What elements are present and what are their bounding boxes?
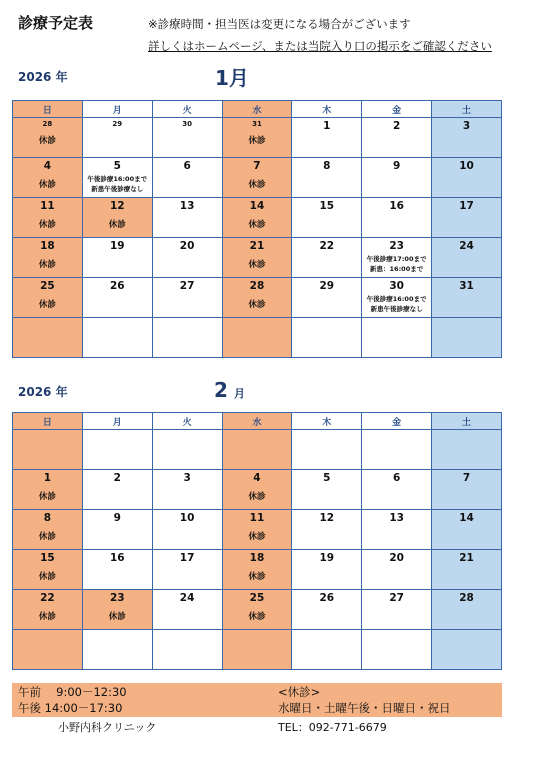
schedule-note: 新患午後診療なし [91,185,144,193]
calendar-day-cell [13,470,83,510]
day-number: 17 [459,200,474,212]
calendar-day-cell [152,198,222,238]
closed-label: 休診 [248,260,266,270]
day-number: 7 [462,472,471,484]
day-number: 19 [319,552,335,564]
closed-title: <休診> [278,685,321,699]
calendar-day-cell [82,118,152,158]
day-number: 9 [392,160,401,172]
calendar-day-cell [292,318,362,358]
day-number: 6 [392,472,401,484]
closed-label: 休診 [38,492,56,502]
day-number: 21 [249,240,265,252]
day-number: 22 [40,592,55,604]
day-number: 12 [109,200,125,212]
calendar-day-cell [82,590,152,630]
weekday-header: 木 [292,413,362,430]
calendar-day-cell [432,590,502,630]
calendar-day-cell [82,278,152,318]
calendar-week-row [13,510,502,550]
calendar-day-cell [292,470,362,510]
weekday-header: 月 [82,101,152,118]
day-number: 18 [40,240,55,252]
calendar-day-cell [362,278,432,318]
closed-days: 水曜日・土曜午後・日曜日・祝日 [278,701,451,715]
weekday-header: 木 [292,101,362,118]
calendar-day-cell [222,318,292,358]
calendar-day-cell [222,238,292,278]
day-number: 28 [249,280,265,292]
day-number: 31 [459,280,474,292]
calendar-day-cell [222,158,292,198]
calendar-day-cell [432,430,502,470]
calendar-day-cell [152,238,222,278]
schedule-note: 午後診療16:00まで [87,175,148,183]
day-number: 15 [319,200,335,212]
day-number: 15 [40,552,55,564]
day-number: 19 [109,240,125,252]
jan-year-label: 2026 年 [18,70,68,84]
calendar-day-cell [82,510,152,550]
calendar-day-cell [292,238,362,278]
day-number: 2 [113,472,121,484]
day-number: 16 [109,552,125,564]
calendar-day-cell [82,318,152,358]
calendar-day-cell [292,430,362,470]
closed-label: 休診 [248,180,266,190]
day-number: 10 [179,512,195,524]
closed-label: 休診 [248,220,266,230]
calendar-day-cell [222,510,292,550]
schedule-note: 新患午後診療なし [370,305,423,313]
calendar-day-cell [152,590,222,630]
day-number: 1 [43,472,52,484]
calendar-day-cell [152,550,222,590]
calendar-day-cell [432,470,502,510]
calendar-day-cell [13,238,83,278]
calendar-day-cell [13,198,83,238]
calendar-day-cell [362,430,432,470]
day-number: 22 [319,240,335,252]
calendar-day-cell [222,198,292,238]
weekday-header: 火 [152,101,222,118]
day-number: 20 [179,240,195,252]
calendar-day-cell [82,630,152,670]
weekday-header: 水 [222,413,292,430]
calendar-week-row [13,318,502,358]
day-number: 8 [43,512,52,524]
calendar-day-cell [13,118,83,158]
day-number: 17 [179,552,195,564]
day-number: 5 [113,160,121,172]
calendar-day-cell [362,510,432,550]
weekday-header: 土 [432,413,502,430]
closed-label: 休診 [248,136,266,146]
day-number: 4 [43,160,52,172]
calendar-day-cell [222,590,292,630]
closed-label: 休診 [108,612,126,622]
calendar-day-cell [362,470,432,510]
closed-label: 休診 [248,492,266,502]
day-number: 9 [113,512,121,524]
calendar-week-row [13,158,502,198]
calendar-day-cell [152,158,222,198]
day-number: 7 [253,160,261,172]
calendar-day-cell [292,630,362,670]
day-number: 16 [389,200,404,212]
schedule-note: 午後診療17:00まで [366,255,427,263]
day-number: 23 [109,592,125,604]
closed-label: 休診 [38,136,56,146]
clinic-phone: TEL：092-771-6679 [278,721,387,734]
calendar-day-cell [362,318,432,358]
calendar-day-cell [152,318,222,358]
afternoon-hours: 午後 14:00－17:30 [18,701,123,715]
calendar-day-cell [82,550,152,590]
day-number: 3 [462,120,471,132]
calendar-day-cell [152,630,222,670]
calendar-day-cell [292,198,362,238]
calendar-day-cell [432,198,502,238]
calendar-day-cell [13,550,83,590]
calendar-day-cell [13,278,83,318]
closed-label: 休診 [248,300,266,310]
calendar-day-cell [222,550,292,590]
feb-month-suffix: 月 [234,387,245,400]
closed-label: 休診 [248,572,266,582]
calendar-day-cell [13,158,83,198]
calendar-week-row [13,198,502,238]
day-number: 11 [249,512,265,524]
notice-line-1: ※診療時間・担当医は変更になる場合がございます [148,17,411,31]
calendar-day-cell [152,118,222,158]
weekday-header: 水 [222,101,292,118]
day-number: 21 [459,552,474,564]
day-number: 25 [249,592,265,604]
day-number: 14 [249,200,265,212]
calendar-day-cell [432,630,502,670]
calendar-day-cell [152,430,222,470]
weekday-header: 火 [152,413,222,430]
day-number: 24 [459,240,474,252]
calendar-day-cell [152,470,222,510]
calendar-day-cell [13,430,83,470]
day-number: 6 [183,160,191,172]
day-number: 28 [42,120,53,128]
calendar-day-cell [432,238,502,278]
clinic-name: 小野内科クリニック [58,721,157,734]
day-number: 26 [319,592,335,604]
calendar-day-cell [432,510,502,550]
calendar-day-cell [13,318,83,358]
closed-label: 休診 [38,532,56,542]
day-number: 8 [323,160,331,172]
notice-line-2: 詳しくはホームページ、または当院入り口の掲示をご確認ください [148,39,492,53]
feb-year-label: 2026 年 [18,385,68,399]
calendar-week-row [13,550,502,590]
calendar-week-row [13,118,502,158]
day-number: 12 [319,512,335,524]
calendar-day-cell [432,118,502,158]
calendar-day-cell [292,550,362,590]
calendar-week-row [13,470,502,510]
closed-label: 休診 [38,300,56,310]
calendar-day-cell [362,198,432,238]
calendar-day-cell [362,550,432,590]
feb-month-number: 2 [214,378,228,402]
closed-label: 休診 [38,220,56,230]
calendar-day-cell [82,238,152,278]
calendar-week-row [13,630,502,670]
weekday-header: 土 [432,101,502,118]
january-calendar [12,100,502,358]
day-number: 24 [179,592,195,604]
calendar-day-cell [292,158,362,198]
page-title: 診療予定表 [18,14,94,32]
weekday-header: 月 [82,413,152,430]
day-number: 5 [323,472,331,484]
closed-label: 休診 [38,260,56,270]
day-number: 29 [112,120,123,128]
day-number: 20 [389,552,404,564]
calendar-week-row [13,590,502,630]
day-number: 4 [253,472,261,484]
calendar-day-cell [82,470,152,510]
calendar-day-cell [152,278,222,318]
calendar-day-cell [13,510,83,550]
calendar-day-cell [222,470,292,510]
morning-hours: 午前 9:00－12:30 [18,685,127,699]
calendar-day-cell [82,198,152,238]
calendar-day-cell [292,278,362,318]
schedule-note: 新患：16:00まで [370,265,424,273]
calendar-day-cell [222,118,292,158]
closed-label: 休診 [248,532,266,542]
day-number: 28 [459,592,474,604]
calendar-day-cell [432,550,502,590]
day-number: 13 [389,512,404,524]
calendar-week-row [13,430,502,470]
day-number: 29 [319,280,335,292]
day-number: 26 [109,280,125,292]
calendar-day-cell [362,238,432,278]
calendar-day-cell [292,510,362,550]
day-number: 31 [252,120,262,128]
calendar-day-cell [432,278,502,318]
weekday-header: 金 [362,413,432,430]
calendar-day-cell [432,158,502,198]
day-number: 30 [182,120,192,128]
day-number: 14 [459,512,474,524]
calendar-day-cell [362,630,432,670]
day-number: 13 [179,200,195,212]
calendar-day-cell [292,118,362,158]
weekday-header: 日 [13,101,83,118]
weekday-header: 日 [13,413,83,430]
day-number: 1 [323,120,331,132]
closed-label: 休診 [248,612,266,622]
calendar-day-cell [82,430,152,470]
calendar-day-cell [13,630,83,670]
closed-label: 休診 [38,180,56,190]
calendar-day-cell [152,510,222,550]
day-number: 25 [40,280,55,292]
february-calendar [12,412,502,670]
calendar-day-cell [362,118,432,158]
calendar-day-cell [82,158,152,198]
day-number: 2 [392,120,401,132]
calendar-day-cell [432,318,502,358]
day-number: 10 [459,160,474,172]
day-number: 30 [389,280,404,292]
calendar-day-cell [222,430,292,470]
closed-label: 休診 [108,220,126,230]
jan-month-label: 1月 [215,66,249,90]
day-number: 18 [249,552,265,564]
day-number: 27 [389,592,404,604]
closed-label: 休診 [38,572,56,582]
day-number: 23 [389,240,404,252]
calendar-day-cell [292,590,362,630]
calendar-day-cell [13,590,83,630]
day-number: 3 [183,472,191,484]
calendar-week-row [13,238,502,278]
calendar-day-cell [362,158,432,198]
calendar-day-cell [222,630,292,670]
calendar-day-cell [362,590,432,630]
weekday-header: 金 [362,101,432,118]
closed-label: 休診 [38,612,56,622]
calendar-week-row [13,278,502,318]
calendar-day-cell [222,278,292,318]
day-number: 11 [40,200,55,212]
day-number: 27 [179,280,195,292]
schedule-note: 午後診療16:00まで [366,295,427,303]
